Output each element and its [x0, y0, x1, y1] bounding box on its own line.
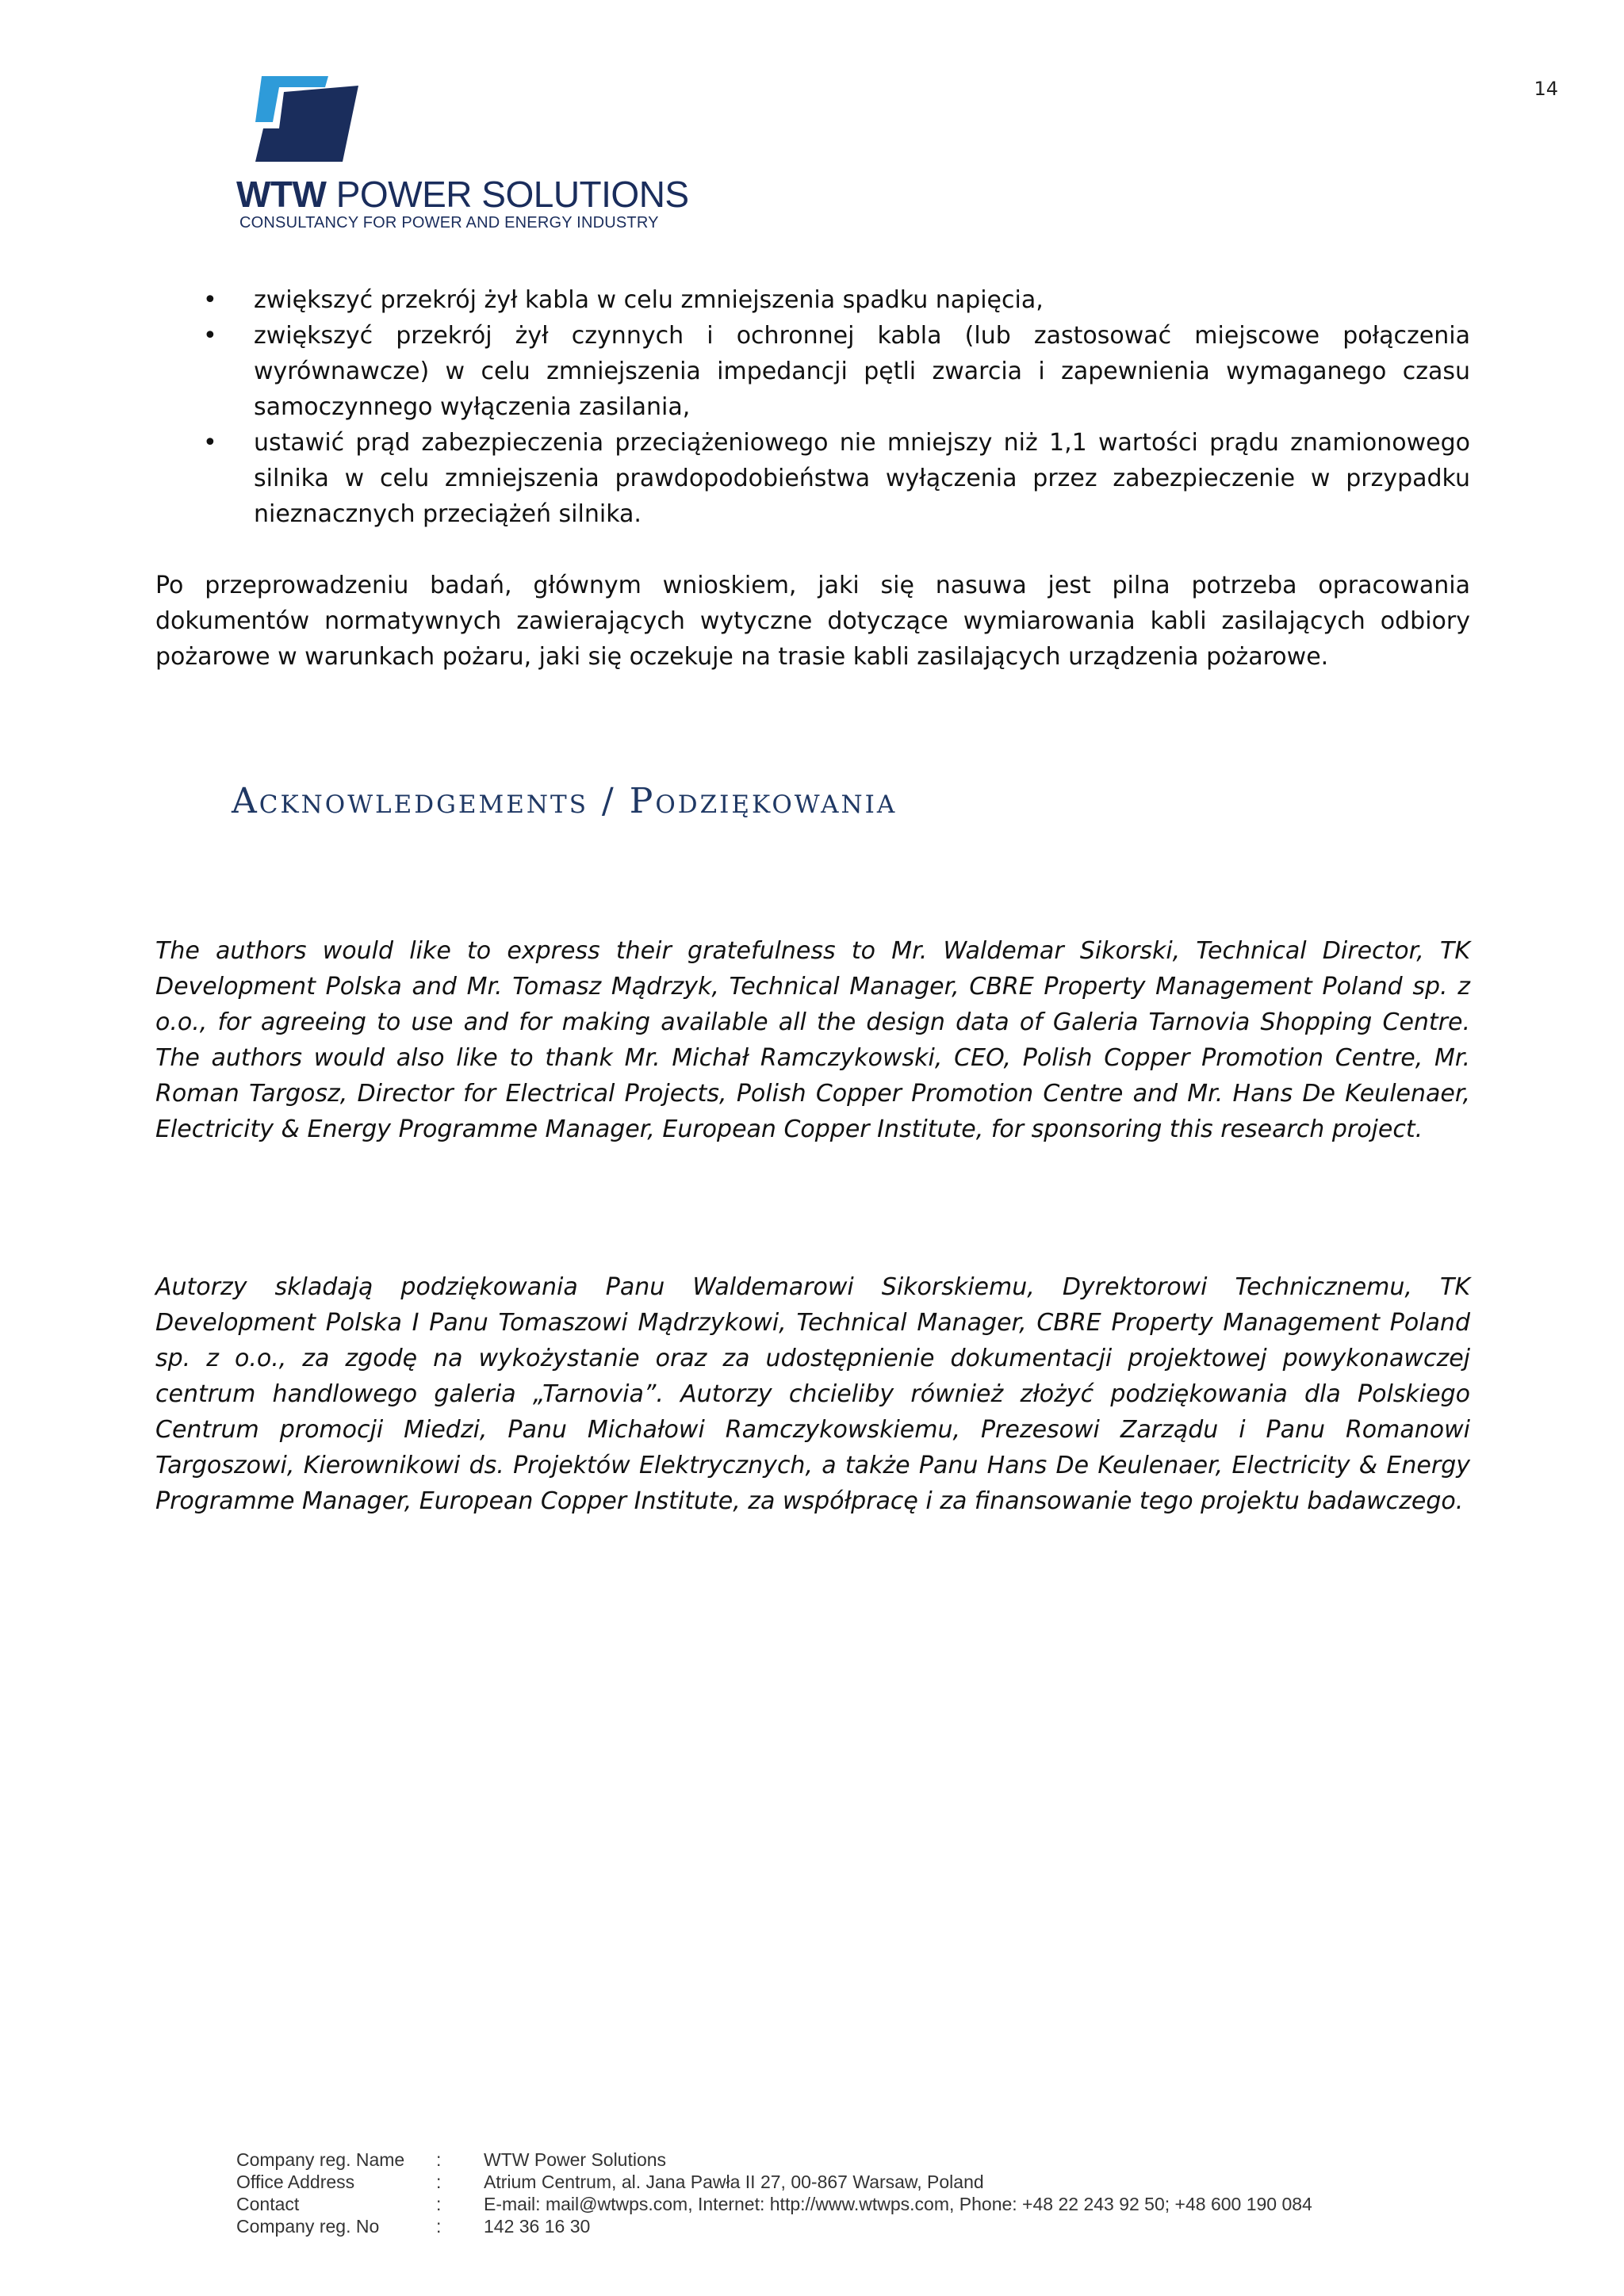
footer-row	[236, 2171, 1312, 2193]
logo-tagline: CONSULTANCY FOR POWER AND ENERGY INDUSTRY	[239, 214, 659, 232]
footer	[236, 2149, 1312, 2237]
list-item: • ustawić prąd zabezpieczenia przeciążeniowego nie mniejszy niż 1,1 wartości prądu znamionowego silnika w celu zmniejszenia prawdopodobieństwa wyłączenia przez zabezpieczenie w przypadku nieznacznych przeciążeń silnika.	[155, 425, 1470, 532]
conclusion-paragraph: Po przeprowadzeniu badań, głównym wnioskiem, jaki się nasuwa jest pilna potrzeba opracowania dokumentów normatywnych zawierających wytyczne dotyczące wymiarowania kabli zasilających odbiory pożarowe w warunkach pożaru, jaki się oczekuje na trasie kabli zasilających urządzenia pożarowe.	[155, 572, 1470, 671]
footer-value: E-mail: mail@wtwps.com, Internet: http://www.wtwps.com, Phone: +48 22 243 92 50; +48 600 190 084	[484, 2194, 1312, 2214]
footer-row	[236, 2193, 1312, 2215]
footer-row	[236, 2149, 1312, 2171]
list-item: • zwiększyć przekrój żył kabla w celu zmniejszenia spadku napięcia,	[155, 282, 1470, 318]
footer-value: 142 36 16 30	[484, 2216, 591, 2237]
footer-value: WTW Power Solutions	[484, 2149, 667, 2170]
logo-name-bold: WTW	[236, 174, 327, 215]
list-item: • zwiększyć przekrój żył czynnych i ochronnej kabla (lub zastosować miejscowe połączenia wyrównawcze) w celu zmniejszenia impedancji pętli zwarcia i zapewnienia wymaganego czasu samoczynnego wyłączenia zasilania,	[155, 318, 1470, 425]
section-heading: Acknowledgements / Podziękowania	[232, 781, 898, 821]
page-number: 14	[1534, 78, 1558, 100]
footer-separator: :	[436, 2149, 442, 2170]
recommendation-list	[155, 282, 1470, 532]
logo-company-name	[236, 173, 689, 216]
footer-label: Company reg. Name	[236, 2149, 405, 2170]
footer-row	[236, 2215, 1312, 2237]
acknowledgement-polish: Autorzy skladają podziękowania Panu Waldemarowi Sikorskiemu, Dyrektorowi Technicznemu, TK Development Polska I Panu Tomaszowi Mądrzykowi, Technical Manager, CBRE Property Management Poland sp. z o.o., za zgodę na wykożystanie oraz za udostępnienie dokumentacji projektowej powykonawczej centrum handlowego galeria „Tarnovia”. Autorzy chcieliby również złożyć podziękowania dla Polskiego Centrum promocji Miedzi, Panu Michałowi Ramczykowskiemu, Prezesowi Zarządu i Panu Romanowi Targoszowi, Kierownikowi ds. Projektów Elektrycznych, a także Panu Hans De Keulenaer, Electricity & Energy Programme Manager, European Copper Institute, za współpracę i za finansowanie tego projektu badawczego.	[155, 1273, 1470, 1515]
footer-separator: :	[436, 2172, 442, 2192]
footer-separator: :	[436, 2194, 442, 2214]
footer-label: Office Address	[236, 2172, 355, 2192]
logo-name-rest: POWER SOLUTIONS	[326, 174, 689, 215]
company-logo	[236, 76, 689, 235]
footer-value: Atrium Centrum, al. Jana Pawła II 27, 00-867 Warsaw, Poland	[484, 2172, 984, 2192]
acknowledgement-english: The authors would like to express their gratefulness to Mr. Waldemar Sikorski, Technical Director, TK Development Polska and Mr. Tomasz Mądrzyk, Technical Manager, CBRE Property Management Poland sp. z o.o., for agreeing to use and for making available all the design data of Galeria Tarnovia Shopping Centre. The authors would also like to thank Mr. Michał Ramczykowski, CEO, Polish Copper Promotion Centre, Mr. Roman Targosz, Director for Electrical Projects, Polish Copper Promotion Centre and Mr. Hans De Keulenaer, Electricity & Energy Programme Manager, European Copper Institute, for sponsoring this research project.	[155, 937, 1470, 1143]
footer-separator: :	[436, 2216, 442, 2237]
footer-label: Company reg. No	[236, 2216, 380, 2237]
footer-label: Contact	[236, 2194, 300, 2214]
logo-mark-icon	[255, 76, 358, 162]
